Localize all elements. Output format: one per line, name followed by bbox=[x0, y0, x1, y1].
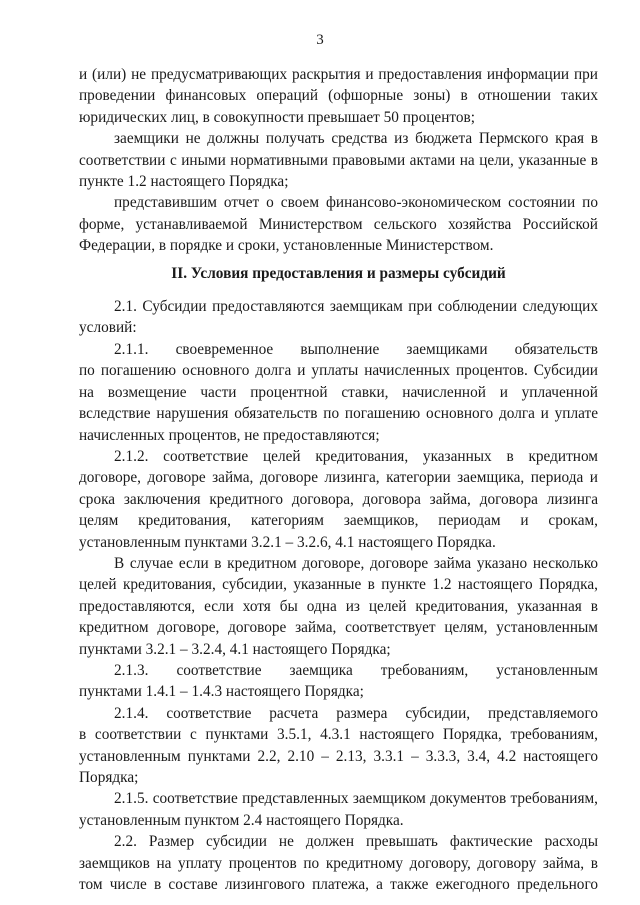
paragraph-2-2: 2.2. Размер субсидии не должен превышать фактические расходы заемщиков на уплату процентов по кредитному договору, договору займа, в том числе в составе лизингового платежа, а также ежегодного предельного bbox=[79, 833, 598, 894]
paragraph-borrowers-no-budget-funds: заемщики не должны получать средства из бюджета Пермского края в соответствии с иными нормативными правовыми актами на цели, указанные в пункте 1.2 настоящего Порядка; bbox=[79, 130, 598, 191]
page-number: 3 bbox=[316, 32, 324, 48]
paragraph-2-1-3 bbox=[79, 660, 598, 703]
paragraph-2-1-4-body: в соответствии с пунктами 3.5.1, 4.3.1 настоящего Порядка, требованиям, установленным пунктами 2.2, 2.10 – 2.13, 3.3.1 – 3.3.3, 3.4, 4.2 настоящего Порядка; bbox=[79, 726, 598, 786]
section-title: II. Условия предоставления и размеры субсидий bbox=[171, 264, 506, 282]
paragraph-2-1-1-first-line: 2.1.1. своевременное выполнение заемщиками обязательств bbox=[114, 340, 598, 358]
paragraph-2-1-1-body: по погашению основного долга и уплаты начисленных процентов. Субсидии на возмещение части процентной ставки, начисленной и уплаченной вследствие нарушения обязательств по погашению основного долга и уплате начисленных процентов, не предоставляются; bbox=[79, 362, 598, 444]
paragraph-financial-report: представившим отчет о своем финансово-экономическом состоянии по форме, устанавливаемой Министерством сельского хозяйства Российской Федерации, в порядке и сроки, установленные Министерством. bbox=[79, 194, 598, 255]
document-body bbox=[79, 64, 598, 895]
paragraph-2-1: 2.1. Субсидии предоставляются заемщикам при соблюдении следующих условий: bbox=[79, 298, 598, 337]
paragraph-2-1-3-first-line: 2.1.3. соответствие заемщика требованиям, установленным bbox=[114, 661, 598, 679]
paragraph-multiple-purposes: В случае если в кредитном договоре, договоре займа указано несколько целей кредитования, субсидии, указанные в пункте 1.2 настоящего Порядка, предоставляются, если хотя бы одна из целей кредитования, указанная в кредитном договоре, договоре займа, соответствует целям, установленным пунктами 3.2.1 – 3.2.4, 4.1 настоящего Порядка; bbox=[79, 554, 598, 658]
paragraph-2-1-5: 2.1.5. соответствие представленных заемщиком документов требованиям, установленным пунктом 2.4 настоящего Порядка. bbox=[79, 790, 598, 829]
paragraph-2-1-4-first-line: 2.1.4. соответствие расчета размера субсидии, представляемого bbox=[114, 704, 598, 722]
paragraph-2-1-2: 2.1.2. соответствие целей кредитования, указанных в кредитном договоре, договоре займа, договоре лизинга, категории заемщика, периода и срока заключения кредитного договора, договора займа, договора лизинга целям кредитования, категориям заемщиков, периодам и срокам, установленным пунктами 3.2.1 – 3.2.6, 4.1 настоящего Порядка. bbox=[79, 447, 598, 551]
paragraph-2-1-1 bbox=[79, 339, 598, 446]
paragraph-2-1-3-body: пунктами 1.4.1 – 1.4.3 настоящего Порядка; bbox=[79, 683, 364, 701]
paragraph-2-1-4 bbox=[79, 703, 598, 789]
paragraph-offshore-continuation: и (или) не предусматривающих раскрытия и предоставления информации при проведении финансовых операций (офшорные зоны) в отношении таких юридических лиц, в совокупности превышает 50 процентов; bbox=[79, 66, 598, 126]
